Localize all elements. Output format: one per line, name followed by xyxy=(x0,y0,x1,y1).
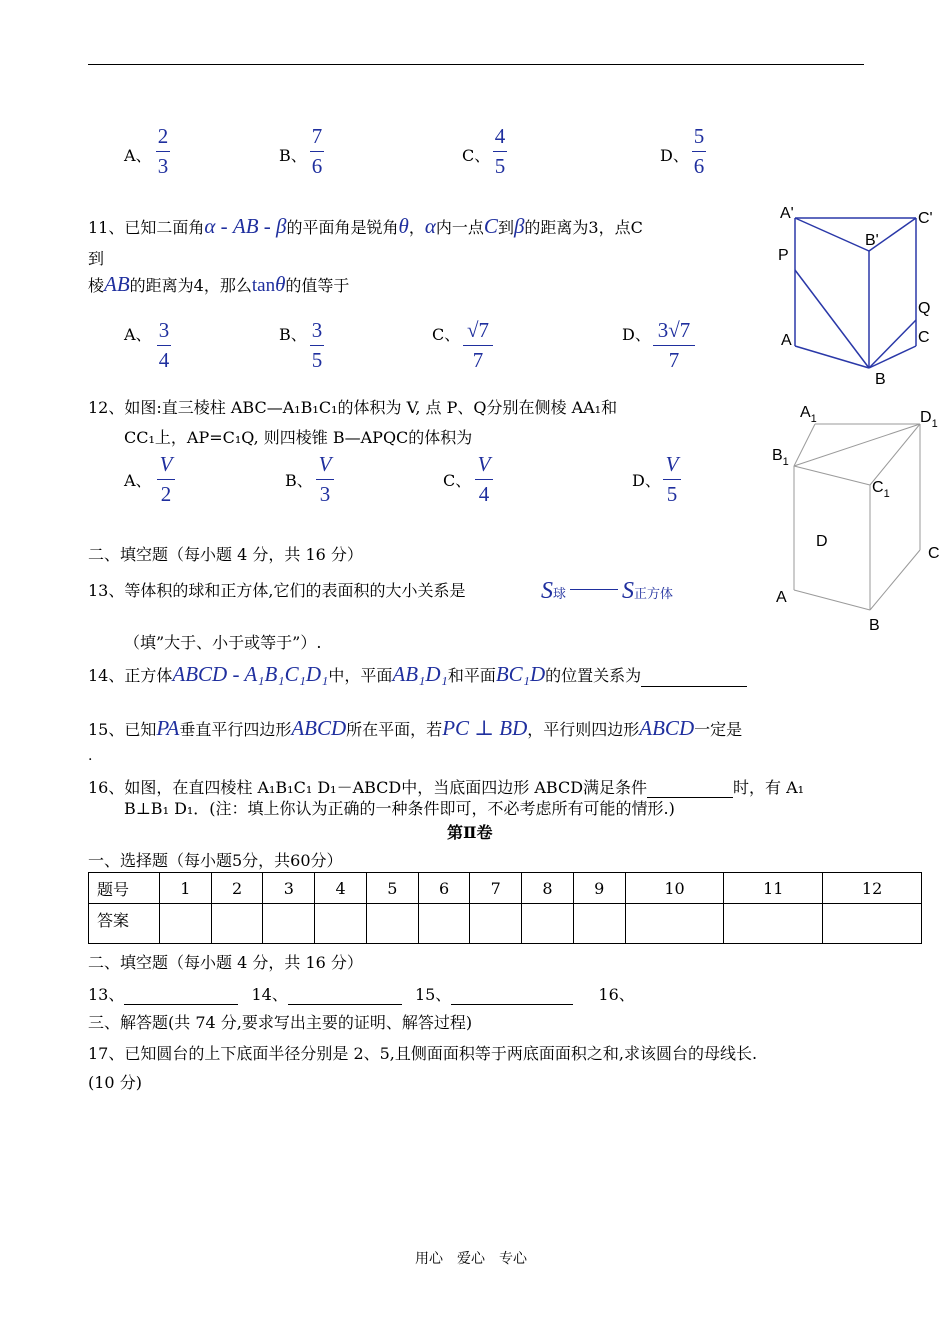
q12-option-c-frac: V 4 xyxy=(475,452,493,506)
q11-option-c-frac: √7 7 xyxy=(463,318,493,372)
q14-line: 14、正方体ABCD - A₁B₁C₁D₁中，平面AB₁D₁和平面BC₁D的位置关系为 xyxy=(88,662,747,687)
q10-option-c-key: C、 xyxy=(462,146,491,165)
prism-figure-q16 xyxy=(770,398,946,638)
fill-blank-13[interactable] xyxy=(124,1004,238,1005)
answer-table-number: 11 xyxy=(724,873,823,904)
answer-cell[interactable] xyxy=(470,904,522,944)
answer-cell[interactable] xyxy=(160,904,212,944)
q17-line1: 17、已知圆台的上下底面半径分别是 2、5,且侧面面积等于两底面面积之和,求该圆台的母线长. xyxy=(88,1044,758,1063)
answer-cell[interactable] xyxy=(823,904,922,944)
q11-option-a-key: A、 xyxy=(124,325,152,344)
part2-title: 第Ⅱ卷 xyxy=(447,823,493,842)
q14-answer-blank[interactable] xyxy=(641,686,747,687)
q10-option-a-frac: 2 3 xyxy=(157,124,169,178)
label-q: Q xyxy=(918,300,931,317)
answer-table-answer-row xyxy=(89,904,922,944)
section3-title: 三、解答题(共 74 分,要求写出主要的证明、解答过程) xyxy=(88,1013,473,1032)
label-b: B xyxy=(875,371,886,388)
q13-comparison: S球 S正方体 xyxy=(541,578,674,604)
answer-table-number: 3 xyxy=(263,873,315,904)
label-c1: $C_1$ xyxy=(872,479,890,500)
answer-cell[interactable] xyxy=(625,904,724,944)
answer-cell[interactable] xyxy=(211,904,263,944)
header-rule xyxy=(88,64,864,65)
q17-line2: (10 分) xyxy=(88,1073,142,1092)
q11-option-c-key: C、 xyxy=(432,325,461,344)
q12-option-a-frac: V 2 xyxy=(157,452,175,506)
label-b-prime: B' xyxy=(865,232,879,249)
answer-table-number: 4 xyxy=(315,873,367,904)
q12-option-d-key: D、 xyxy=(632,471,661,490)
q10-option-b-frac: 7 6 xyxy=(311,124,323,178)
q11-option-d-key: D、 xyxy=(622,325,651,344)
label-a1: $A_1$ xyxy=(800,404,817,425)
label-b: B xyxy=(869,617,880,634)
q15-period: . xyxy=(88,748,93,764)
q10-option-a-key: A、 xyxy=(124,146,152,165)
answer-cell[interactable] xyxy=(522,904,574,944)
answer-table-number: 2 xyxy=(211,873,263,904)
q13-note: （填”大于、小于或等于”）. xyxy=(124,633,322,652)
label-a: A xyxy=(776,589,787,606)
q16-line1: 16、如图，在直四棱柱 A₁B₁C₁ D₁－ABCD中，当底面四边形 ABCD满足条件 时，有 A₁ xyxy=(88,778,805,797)
fill-answer-line: 13、 14、 15、 16、 xyxy=(88,985,635,1004)
q11-line3: 棱AB的距离为4，那么tanθ的值等于 xyxy=(88,272,350,296)
answer-cell[interactable] xyxy=(366,904,418,944)
answer-table-number: 9 xyxy=(573,873,625,904)
q12-option-b-frac: V 3 xyxy=(316,452,334,506)
label-a: A xyxy=(781,332,792,349)
q15-line: 15、已知PA垂直平行四边形ABCD所在平面，若PC ⊥ BD，平行则四边形ABCD一定是 xyxy=(88,716,743,740)
answer-cell[interactable] xyxy=(263,904,315,944)
q13-line1: 13、等体积的球和正方体,它们的表面积的大小关系是 xyxy=(88,581,466,600)
q10-option-b-key: B、 xyxy=(279,146,307,165)
answer-table-row-label: 答案 xyxy=(89,904,160,944)
q12-line2: CC₁上，AP=C₁Q, 则四棱锥 B—APQC的体积为 xyxy=(124,428,473,447)
label-d1: $D_1$ xyxy=(920,409,938,430)
answer-table-number: 7 xyxy=(470,873,522,904)
q16-line2: B⊥B₁ D₁．(注：填上你认为正确的一种条件即可，不必考虑所有可能的情形.) xyxy=(124,799,675,818)
answer-table-number: 8 xyxy=(522,873,574,904)
answer-table-number: 5 xyxy=(366,873,418,904)
answer-table-header-row xyxy=(89,873,922,904)
q11-option-b-key: B、 xyxy=(279,325,307,344)
answer-cell[interactable] xyxy=(724,904,823,944)
q12-option-c-key: C、 xyxy=(443,471,472,490)
q10-option-d-frac: 5 6 xyxy=(693,124,705,178)
fill-blank-15[interactable] xyxy=(451,1004,573,1005)
q11-line2: 到 xyxy=(88,249,105,268)
q11-option-d-frac: 3√7 7 xyxy=(653,318,695,372)
answer-table-number: 12 xyxy=(823,873,922,904)
q10-option-d-key: D、 xyxy=(660,146,689,165)
answer-cell[interactable] xyxy=(573,904,625,944)
label-a-prime: A' xyxy=(780,205,794,222)
label-d: D xyxy=(816,533,828,550)
q12-option-a-key: A、 xyxy=(124,471,152,490)
q10-option-c-frac: 4 5 xyxy=(494,124,506,178)
q11-line1: 11、已知二面角α - AB - β的平面角是锐角θ，α内一点C到β的距离为3，点C xyxy=(88,214,643,238)
label-c: C xyxy=(928,545,940,562)
label-c-prime: C' xyxy=(918,210,933,227)
answer-cell[interactable] xyxy=(315,904,367,944)
section1b-title: 一、选择题（每小题5分，共60分） xyxy=(88,851,343,870)
label-p: P xyxy=(778,247,789,264)
answer-table xyxy=(88,872,922,944)
q12-option-b-key: B、 xyxy=(285,471,313,490)
q12-option-d-frac: V 5 xyxy=(663,452,681,506)
section2-title: 二、填空题（每小题 4 分，共 16 分） xyxy=(88,545,363,564)
q12-line1: 12、如图:直三棱柱 ABC—A₁B₁C₁的体积为 V, 点 P、Q分别在侧棱 AA₁和 xyxy=(88,398,618,417)
label-b1: $B_1$ xyxy=(772,447,789,468)
answer-cell[interactable] xyxy=(418,904,470,944)
fill-blank-14[interactable] xyxy=(288,1004,402,1005)
answer-table-row-label: 题号 xyxy=(89,873,160,904)
section2b-title: 二、填空题（每小题 4 分，共 16 分） xyxy=(88,953,363,972)
answer-table-number: 6 xyxy=(418,873,470,904)
prism-figure-q12 xyxy=(770,196,946,392)
label-c: C xyxy=(918,329,930,346)
answer-table-number: 10 xyxy=(625,873,724,904)
q11-option-b-frac: 3 5 xyxy=(311,318,323,372)
answer-table-number: 1 xyxy=(160,873,212,904)
page-footer: 用心 爱心 专心 xyxy=(415,1251,527,1267)
q11-option-a-frac: 3 4 xyxy=(158,318,170,372)
